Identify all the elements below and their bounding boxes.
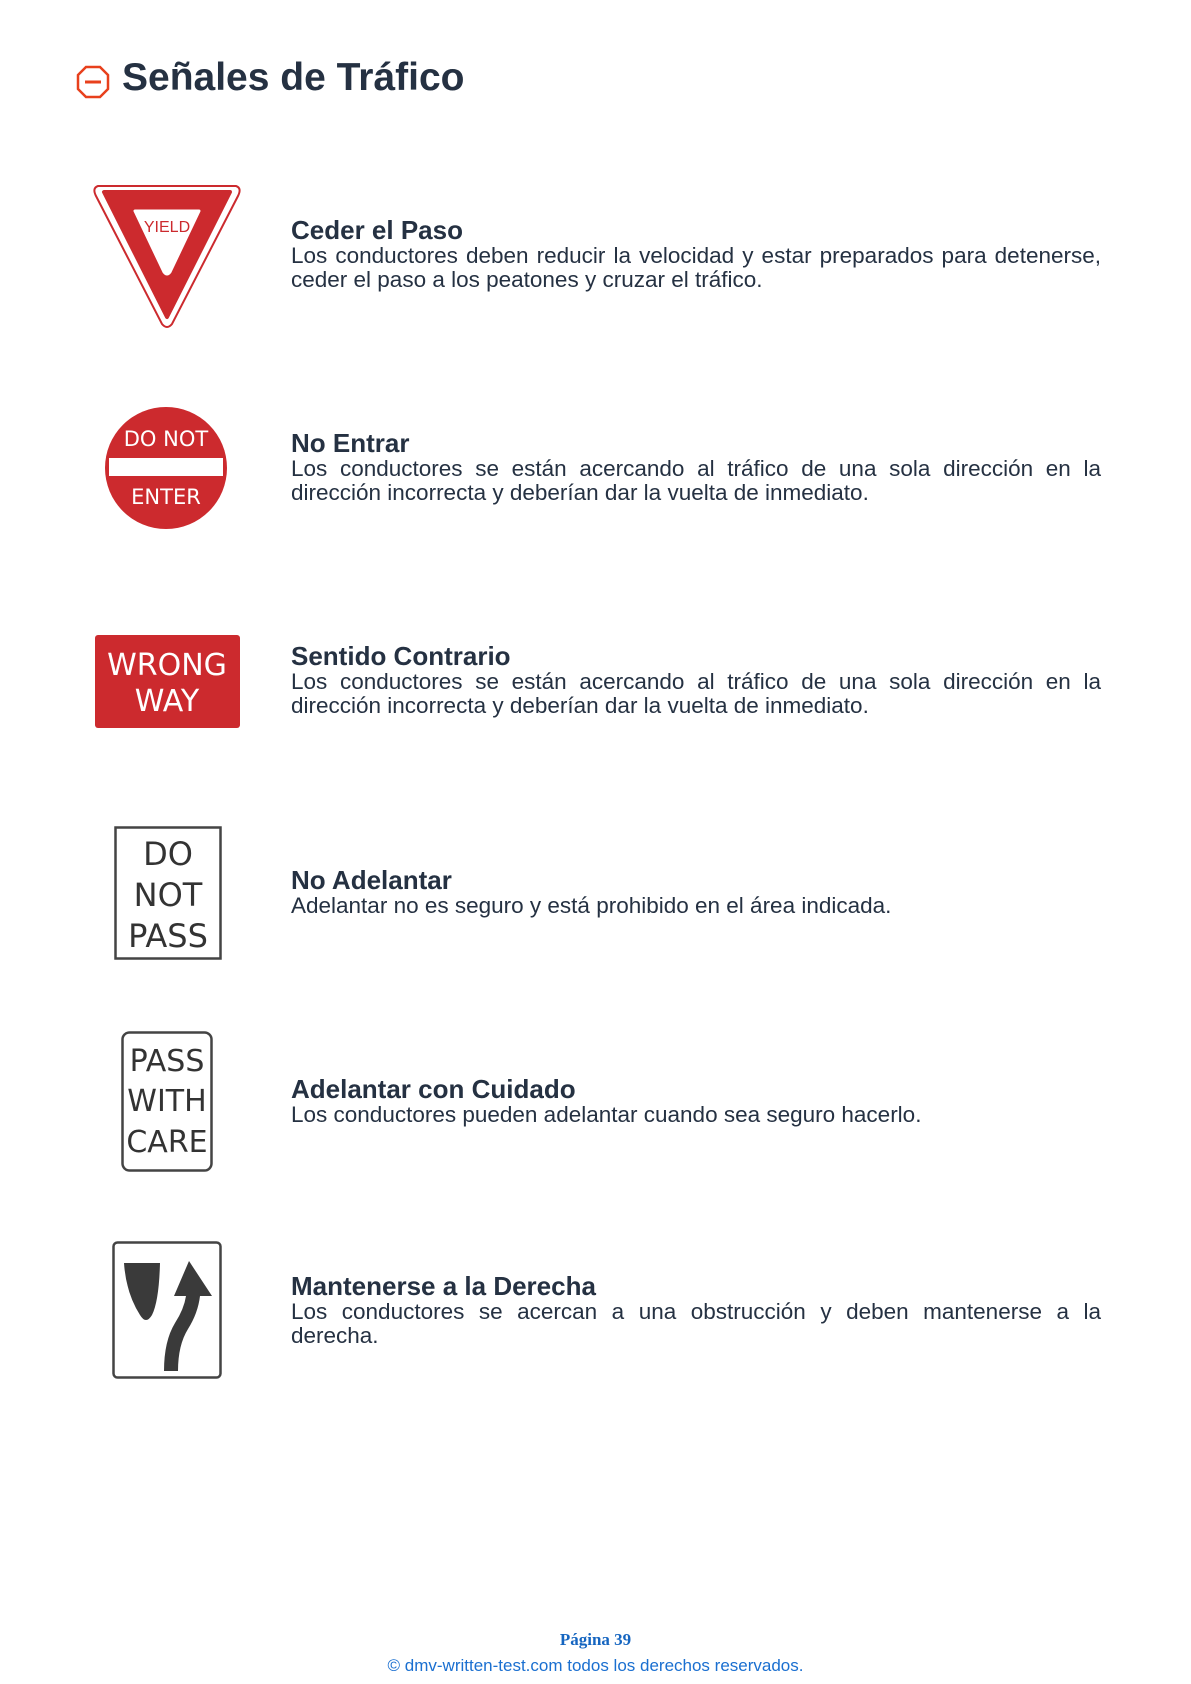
sign-heading: Adelantar con Cuidado [291, 1074, 576, 1104]
sign-description: Los conductores se están acercando al tráfico de una sola dirección en la dirección incorrecta y deberían dar la vuelta de inmediato. [291, 669, 1101, 718]
sign-heading: Mantenerse a la Derecha [291, 1271, 596, 1301]
do-not-pass-line1: DO [143, 835, 193, 873]
sign-heading: No Entrar [291, 428, 410, 458]
do-not-enter-top-text: DO NOT [123, 427, 209, 451]
sign-description: Los conductores deben reducir la velocidad y estar preparados para detenerse, ceder el paso a los peatones y cruzar el tráfico. [291, 243, 1101, 292]
sign-entry-yield [291, 216, 1101, 292]
do-not-pass-line3: PASS [128, 917, 208, 955]
sign-heading: Ceder el Paso [291, 215, 463, 245]
do-not-enter-sign-icon [104, 406, 228, 530]
do-not-pass-line2: NOT [133, 876, 203, 914]
sign-description: Adelantar no es seguro y está prohibido en el área indicada. [291, 893, 892, 918]
wrong-way-sign-icon [95, 635, 240, 728]
sign-entry-wrong-way [291, 642, 1101, 718]
do-not-enter-bottom-text: ENTER [131, 485, 201, 509]
yield-sign-text: YIELD [143, 219, 191, 236]
keep-right-sign-icon [112, 1241, 222, 1379]
wrong-way-line2: WAY [134, 684, 200, 719]
pass-with-care-line2: WITH [127, 1084, 207, 1119]
sign-entry-pass-with-care [291, 1075, 1101, 1127]
page-number: Página 39 [559, 1630, 632, 1649]
yield-sign-icon [90, 180, 244, 330]
pass-with-care-line3: CARE [126, 1125, 208, 1160]
do-not-pass-sign-icon [114, 826, 222, 960]
page-title: Señales de Tráfico [122, 56, 465, 99]
sign-entry-keep-right [291, 1272, 1101, 1348]
sign-heading: Sentido Contrario [291, 641, 511, 671]
sign-description: Los conductores se están acercando al tráfico de una sola dirección en la dirección incorrecta y deberían dar la vuelta de inmediato. [291, 456, 1101, 505]
pass-with-care-line1: PASS [129, 1044, 205, 1079]
sign-heading: No Adelantar [291, 865, 452, 895]
sign-description: Los conductores se acercan a una obstrucción y deben mantenerse a la derecha. [291, 1299, 1101, 1348]
copyright-text: © dmv-written-test.com todos los derechos reservados. [387, 1656, 804, 1675]
pass-with-care-sign-icon [121, 1031, 213, 1172]
sign-entry-do-not-enter [291, 429, 1101, 505]
sign-description: Los conductores pueden adelantar cuando sea seguro hacerlo. [291, 1102, 922, 1127]
wrong-way-line1: WRONG [107, 648, 227, 683]
stop-octagon-icon [76, 65, 110, 99]
sign-entry-do-not-pass [291, 866, 1101, 918]
